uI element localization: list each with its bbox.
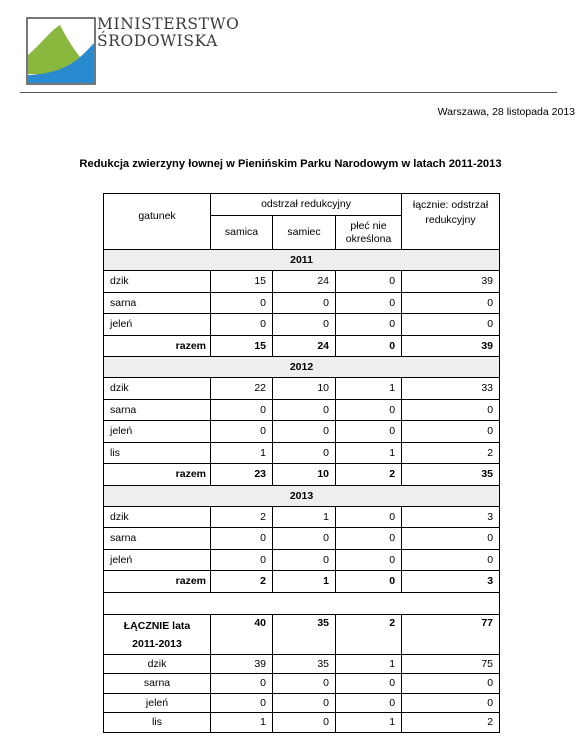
male-count-cell: 35 bbox=[273, 654, 336, 674]
table-row bbox=[104, 271, 500, 293]
male-count-cell: 0 bbox=[273, 528, 336, 550]
unknown-count-cell: 2 bbox=[336, 614, 402, 654]
species-cell: jeleń bbox=[104, 314, 211, 336]
year-header-row bbox=[104, 250, 500, 271]
spacer-row bbox=[104, 592, 500, 614]
male-count-cell: 10 bbox=[273, 378, 336, 400]
unknown-count-cell: 1 bbox=[336, 378, 402, 400]
total-count-cell: 0 bbox=[402, 693, 500, 713]
unknown-count-cell: 1 bbox=[336, 654, 402, 674]
species-cell: jeleń bbox=[104, 421, 211, 443]
species-cell: sarna bbox=[104, 399, 211, 421]
table-row bbox=[104, 421, 500, 443]
male-count-cell: 0 bbox=[273, 421, 336, 443]
year-sum-row bbox=[104, 335, 500, 357]
female-count-cell: 39 bbox=[211, 654, 273, 674]
female-count-cell: 15 bbox=[211, 335, 273, 357]
male-count-cell: 10 bbox=[273, 464, 336, 486]
unknown-count-cell: 0 bbox=[336, 549, 402, 571]
male-count-cell: 24 bbox=[273, 335, 336, 357]
total-count-cell: 75 bbox=[402, 654, 500, 674]
total-count-cell: 35 bbox=[402, 464, 500, 486]
total-count-cell: 0 bbox=[402, 314, 500, 336]
female-count-cell: 40 bbox=[211, 614, 273, 654]
female-count-cell: 15 bbox=[211, 271, 273, 293]
species-cell: sarna bbox=[104, 528, 211, 550]
unknown-count-cell: 0 bbox=[336, 506, 402, 528]
table-row bbox=[104, 292, 500, 314]
header-row bbox=[104, 194, 500, 216]
unknown-count-cell: 0 bbox=[336, 528, 402, 550]
table-row bbox=[104, 314, 500, 336]
female-count-cell: 2 bbox=[211, 571, 273, 593]
cull-group-header: odstrzał redukcyjny bbox=[211, 194, 402, 216]
species-cell: lis bbox=[104, 713, 211, 733]
species-cell: dzik bbox=[104, 378, 211, 400]
reduction-table bbox=[103, 193, 500, 733]
col-total-header: łącznie: odstrzał redukcyjny bbox=[402, 194, 500, 250]
total-count-cell: 0 bbox=[402, 528, 500, 550]
species-cell: dzik bbox=[104, 506, 211, 528]
year-label: 2012 bbox=[104, 357, 500, 378]
female-count-cell: 1 bbox=[211, 713, 273, 733]
female-count-cell: 0 bbox=[211, 292, 273, 314]
female-count-cell: 0 bbox=[211, 399, 273, 421]
male-count-cell: 1 bbox=[273, 571, 336, 593]
male-count-cell: 24 bbox=[273, 271, 336, 293]
male-count-cell: 0 bbox=[273, 442, 336, 464]
table-row bbox=[104, 378, 500, 400]
total-count-cell: 3 bbox=[402, 506, 500, 528]
male-count-cell: 0 bbox=[273, 549, 336, 571]
species-cell: sarna bbox=[104, 292, 211, 314]
species-cell: lis bbox=[104, 442, 211, 464]
species-cell: razem bbox=[104, 335, 211, 357]
species-cell: dzik bbox=[104, 654, 211, 674]
total-count-cell: 77 bbox=[402, 614, 500, 654]
male-count-cell: 35 bbox=[273, 614, 336, 654]
total-count-cell: 39 bbox=[402, 271, 500, 293]
ministry-line-2: ŚRODOWISKA bbox=[97, 32, 218, 50]
year-label: 2011 bbox=[104, 250, 500, 271]
total-count-cell: 33 bbox=[402, 378, 500, 400]
male-count-cell: 0 bbox=[273, 399, 336, 421]
species-cell: jeleń bbox=[104, 549, 211, 571]
total-count-cell: 2 bbox=[402, 442, 500, 464]
ministry-logo bbox=[26, 17, 96, 85]
male-count-cell: 0 bbox=[273, 292, 336, 314]
date-line: Warszawa, 28 listopada 2013 bbox=[437, 106, 575, 118]
female-count-cell: 0 bbox=[211, 314, 273, 336]
female-count-cell: 22 bbox=[211, 378, 273, 400]
female-count-cell: 1 bbox=[211, 442, 273, 464]
female-count-cell: 0 bbox=[211, 528, 273, 550]
col-species-header: gatunek bbox=[104, 194, 211, 250]
grand-species-row bbox=[104, 674, 500, 694]
year-header-row bbox=[104, 357, 500, 378]
unknown-count-cell: 0 bbox=[336, 399, 402, 421]
grand-species-row bbox=[104, 693, 500, 713]
header-divider bbox=[20, 92, 557, 93]
year-header-row bbox=[104, 485, 500, 506]
table-body bbox=[104, 194, 500, 733]
male-count-cell: 0 bbox=[273, 713, 336, 733]
species-cell: sarna bbox=[104, 674, 211, 694]
unknown-count-cell: 0 bbox=[336, 693, 402, 713]
year-sum-row bbox=[104, 464, 500, 486]
document-title: Redukcja zwierzyny łownej w Pienińskim Parku Narodowym w latach 2011-2013 bbox=[79, 158, 502, 170]
table-row bbox=[104, 549, 500, 571]
male-count-cell: 1 bbox=[273, 506, 336, 528]
total-count-cell: 0 bbox=[402, 549, 500, 571]
species-cell: ŁĄCZNIE lata 2011-2013 bbox=[104, 614, 211, 654]
table-row bbox=[104, 506, 500, 528]
male-count-cell: 0 bbox=[273, 693, 336, 713]
grand-species-row bbox=[104, 713, 500, 733]
table-row bbox=[104, 528, 500, 550]
female-count-cell: 0 bbox=[211, 549, 273, 571]
grand-species-row bbox=[104, 654, 500, 674]
total-count-cell: 0 bbox=[402, 399, 500, 421]
total-count-cell: 3 bbox=[402, 571, 500, 593]
total-count-cell: 0 bbox=[402, 421, 500, 443]
species-cell: razem bbox=[104, 464, 211, 486]
female-count-cell: 0 bbox=[211, 421, 273, 443]
grand-total-row bbox=[104, 614, 500, 654]
total-count-cell: 39 bbox=[402, 335, 500, 357]
female-count-cell: 0 bbox=[211, 674, 273, 694]
unknown-count-cell: 0 bbox=[336, 421, 402, 443]
unknown-count-cell: 0 bbox=[336, 674, 402, 694]
total-count-cell: 0 bbox=[402, 674, 500, 694]
col-female-header: samica bbox=[211, 216, 273, 250]
col-unknown-header: płeć nie określona bbox=[336, 216, 402, 250]
species-cell: dzik bbox=[104, 271, 211, 293]
spacer-cell bbox=[104, 592, 500, 614]
species-cell: jeleń bbox=[104, 693, 211, 713]
ministry-name bbox=[97, 16, 239, 50]
table-row bbox=[104, 442, 500, 464]
unknown-count-cell: 0 bbox=[336, 271, 402, 293]
female-count-cell: 23 bbox=[211, 464, 273, 486]
year-label: 2013 bbox=[104, 485, 500, 506]
total-count-cell: 2 bbox=[402, 713, 500, 733]
col-male-header: samiec bbox=[273, 216, 336, 250]
total-count-cell: 0 bbox=[402, 292, 500, 314]
year-sum-row bbox=[104, 571, 500, 593]
ministry-line-1: MINISTERSTWO bbox=[97, 15, 240, 33]
female-count-cell: 2 bbox=[211, 506, 273, 528]
unknown-count-cell: 0 bbox=[336, 571, 402, 593]
male-count-cell: 0 bbox=[273, 314, 336, 336]
unknown-count-cell: 1 bbox=[336, 442, 402, 464]
table-row bbox=[104, 399, 500, 421]
unknown-count-cell: 0 bbox=[336, 292, 402, 314]
unknown-count-cell: 0 bbox=[336, 335, 402, 357]
unknown-count-cell: 2 bbox=[336, 464, 402, 486]
female-count-cell: 0 bbox=[211, 693, 273, 713]
male-count-cell: 0 bbox=[273, 674, 336, 694]
species-cell: razem bbox=[104, 571, 211, 593]
unknown-count-cell: 1 bbox=[336, 713, 402, 733]
unknown-count-cell: 0 bbox=[336, 314, 402, 336]
